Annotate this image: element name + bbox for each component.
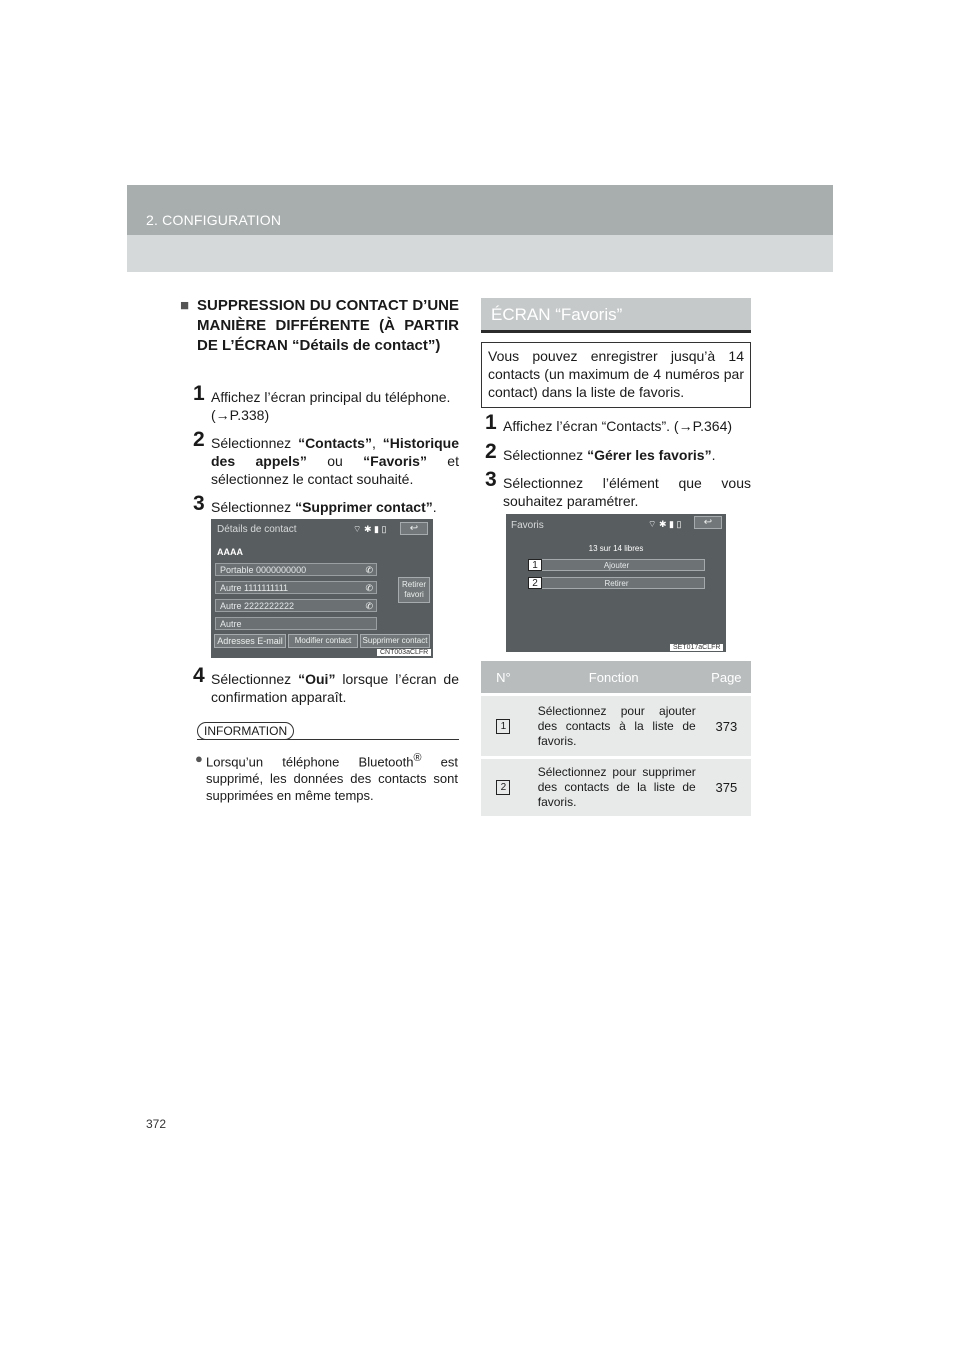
button-label: Retirer bbox=[604, 579, 629, 588]
col-header-page: Page bbox=[702, 661, 751, 695]
callout-1: 1 bbox=[528, 559, 542, 571]
row-number bbox=[481, 695, 526, 758]
step-2-text: ou bbox=[306, 453, 364, 469]
contact-row[interactable] bbox=[215, 563, 377, 576]
step-text: Sélectionnez bbox=[503, 447, 588, 463]
step-number: 1 bbox=[193, 382, 205, 405]
step-2-text: Sélectionnez bbox=[211, 435, 299, 451]
step-number: 1 bbox=[485, 411, 497, 434]
heading-marker: ■ bbox=[180, 297, 190, 314]
row-number bbox=[481, 758, 526, 816]
step-text: . bbox=[711, 447, 716, 463]
callout-2: 2 bbox=[528, 577, 542, 589]
col-header-number: N° bbox=[481, 661, 526, 695]
step-number: 4 bbox=[193, 664, 205, 687]
step-2-text: et sélectionnez le contact souhaité. bbox=[211, 453, 459, 487]
page-header-subband bbox=[127, 235, 833, 272]
row-function: Sélectionnez pour supprimer des contacts de la liste de favoris. bbox=[526, 758, 702, 816]
step-text: Sélectionnez l’élément que vous souhaitez paramétrer. bbox=[503, 475, 751, 509]
step-number: 3 bbox=[193, 492, 205, 515]
section-heading bbox=[180, 296, 459, 356]
oui-option: “Oui” bbox=[298, 671, 336, 687]
heading-text: SUPPRESSION DU CONTACT D’UNE MANIÈRE DIFFÉRENTE (À PARTIR DE L’ÉCRAN bbox=[197, 297, 459, 354]
favoris-screenshot bbox=[506, 514, 726, 652]
step-3-text: . bbox=[432, 499, 437, 515]
step-1 bbox=[193, 382, 459, 424]
contacts-option: “Contacts” bbox=[298, 435, 372, 451]
row-label: Autre 2222222222 bbox=[220, 601, 295, 611]
section-intro: Vous pouvez enregistrer jusqu’à 14 contacts (un maximum de 4 numéros par contact) dans la liste de favoris. bbox=[481, 342, 751, 408]
step-4 bbox=[193, 664, 459, 706]
retirer-button[interactable] bbox=[528, 577, 705, 589]
screen-title: Détails de contact bbox=[217, 524, 297, 535]
step-2-text: , bbox=[371, 435, 383, 451]
step-4-text: Sélectionnez bbox=[211, 671, 299, 687]
step-1-text: Affichez l’écran principal du téléphone. bbox=[211, 389, 451, 405]
screen-title: Favoris bbox=[511, 520, 544, 531]
right-step-1 bbox=[485, 411, 751, 435]
step-number: 3 bbox=[485, 468, 497, 491]
row-function: Sélectionnez pour ajouter des contacts à la liste de favoris. bbox=[526, 695, 702, 758]
back-button[interactable]: ↩ bbox=[400, 522, 428, 535]
row-page: 375 bbox=[702, 758, 751, 816]
contact-row[interactable] bbox=[215, 617, 377, 630]
right-step-3 bbox=[485, 468, 751, 510]
number-box: 1 bbox=[496, 719, 510, 734]
status-icons: ⌔ ✱ ▮ ▯ bbox=[353, 524, 387, 534]
contact-row[interactable] bbox=[215, 599, 377, 612]
phone-icon: ✆ bbox=[365, 583, 373, 593]
historique-option: “Historique des appels” bbox=[211, 435, 459, 469]
step-3-text: Sélectionnez bbox=[211, 499, 296, 515]
email-button[interactable]: Adresses E-mail bbox=[214, 634, 286, 648]
button-label: Ajouter bbox=[603, 561, 630, 570]
bullet-icon: ● bbox=[195, 751, 203, 766]
gerer-favoris-option: “Gérer les favoris” bbox=[587, 447, 712, 463]
right-step-2 bbox=[485, 440, 751, 464]
functions-table bbox=[481, 661, 751, 816]
page-number: 372 bbox=[146, 1117, 167, 1131]
contact-row[interactable] bbox=[215, 581, 377, 594]
heading-bold-text: “Détails de contact”) bbox=[292, 337, 441, 354]
step-1-ref: (→P.338) bbox=[211, 407, 270, 423]
back-button[interactable]: ↩ bbox=[694, 516, 722, 529]
note-text: est supprimé, les données des contacts sont supprimées en même temps. bbox=[206, 754, 458, 804]
supprimer-contact-option: “Supprimer contact” bbox=[295, 499, 433, 515]
information-tag: INFORMATION bbox=[197, 722, 294, 740]
row-label: Autre bbox=[220, 619, 242, 629]
step-3 bbox=[193, 492, 459, 516]
col-header-function: Fonction bbox=[526, 661, 702, 695]
figure-code: CNT003aCLFR bbox=[377, 649, 431, 656]
status-icons: ⌔ ✱ ▮ ▯ bbox=[648, 519, 682, 529]
section-title: ÉCRAN “Favoris” bbox=[491, 305, 623, 324]
information-note bbox=[195, 750, 458, 804]
table-row bbox=[481, 758, 751, 816]
note-text: Lorsqu’un téléphone Bluetooth bbox=[206, 754, 414, 770]
phone-icon: ✆ bbox=[365, 565, 373, 575]
information-rule bbox=[197, 739, 459, 740]
step-number: 2 bbox=[193, 428, 205, 451]
modify-contact-button[interactable]: Modifier contact bbox=[288, 634, 358, 648]
registered-mark: ® bbox=[413, 752, 422, 764]
figure-code: SET017aCLFR bbox=[670, 644, 723, 651]
favoris-option: “Favoris” bbox=[363, 453, 427, 469]
step-number: 2 bbox=[485, 440, 497, 463]
delete-contact-button[interactable]: Supprimer contact bbox=[360, 634, 430, 648]
contact-details-screenshot bbox=[211, 519, 433, 658]
phone-icon: ✆ bbox=[365, 601, 373, 611]
row-label: Portable 0000000000 bbox=[220, 565, 307, 575]
number-box: 2 bbox=[496, 780, 510, 795]
slots-status: 13 sur 14 libres bbox=[588, 544, 644, 553]
step-2 bbox=[193, 428, 459, 488]
information-box bbox=[197, 722, 294, 740]
step-text: Affichez l’écran “Contacts”. (→P.364) bbox=[503, 418, 733, 434]
row-label: Autre 1111111111 bbox=[220, 583, 289, 593]
retirer-favori-button[interactable]: Retirer favori bbox=[398, 577, 430, 603]
table-row bbox=[481, 695, 751, 758]
step-4-text: lorsque l’écran de confirmation apparaît. bbox=[211, 671, 459, 705]
ajouter-button[interactable] bbox=[528, 559, 705, 571]
row-page: 373 bbox=[702, 695, 751, 758]
contact-name: AAAA bbox=[217, 547, 243, 557]
chapter-label: 2. CONFIGURATION bbox=[146, 212, 282, 228]
